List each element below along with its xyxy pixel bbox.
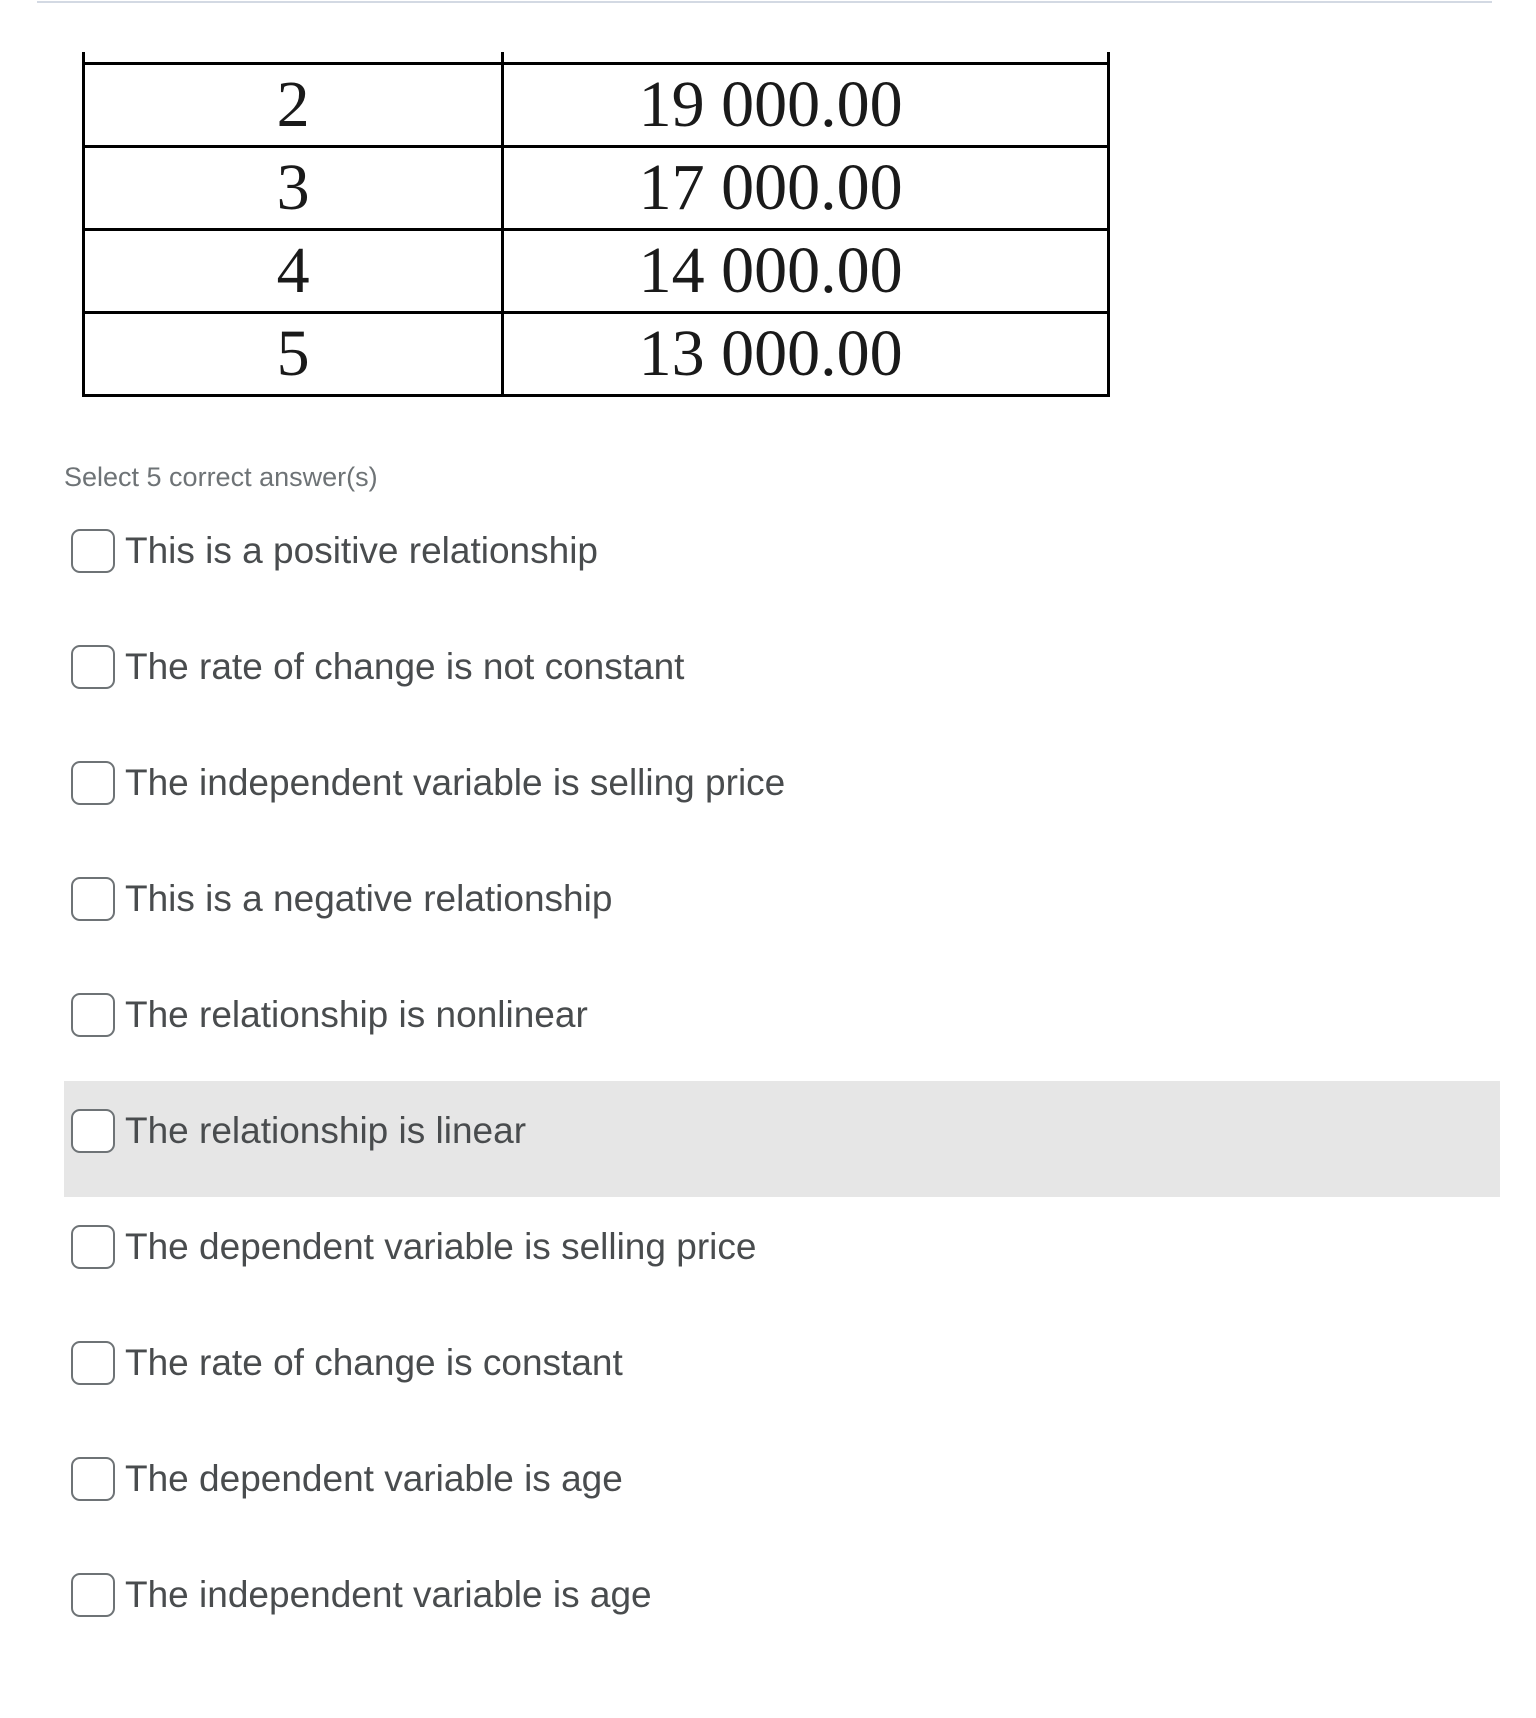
checkbox[interactable] [71,761,115,805]
answer-option-label: The independent variable is age [125,1574,652,1615]
top-divider [37,1,1492,3]
price-cell: 13 000.00 [503,313,1109,396]
answer-option[interactable] [64,617,1500,733]
checkbox[interactable] [71,645,115,689]
price-cell: 19 000.00 [503,64,1109,147]
answer-option-label: This is a negative relationship [125,878,613,919]
checkbox[interactable] [71,993,115,1037]
answer-option[interactable] [64,1545,1500,1661]
table-row [84,147,1109,230]
table-row [84,230,1109,313]
answer-option[interactable] [64,1429,1500,1545]
answer-option-label: The dependent variable is age [125,1458,623,1499]
answer-options-list [64,501,1500,1661]
answer-option-hovered[interactable] [64,1081,1500,1197]
answer-option-label: The relationship is nonlinear [125,994,588,1035]
answer-option[interactable] [64,965,1500,1081]
table-row [84,64,1109,147]
age-cell: 3 [84,147,503,230]
answer-option-label: The independent variable is selling price [125,762,786,803]
answer-option-label: This is a positive relationship [125,530,598,571]
checkbox[interactable] [71,529,115,573]
answer-option[interactable] [64,1313,1500,1429]
age-cell: 5 [84,313,503,396]
answer-option[interactable] [64,501,1500,617]
data-table-image [82,52,1110,397]
answer-option-label: The dependent variable is selling price [125,1226,757,1267]
age-cell: 4 [84,230,503,313]
answer-option-label: The rate of change is constant [125,1342,623,1383]
checkbox[interactable] [71,1341,115,1385]
price-cell: 14 000.00 [503,230,1109,313]
answer-option-label: The relationship is linear [125,1110,527,1151]
answer-option[interactable] [64,1197,1500,1313]
checkbox[interactable] [71,1109,115,1153]
checkbox[interactable] [71,877,115,921]
table-row [84,313,1109,396]
answer-option[interactable] [64,733,1500,849]
table-row-cut [84,52,1109,64]
price-cell: 17 000.00 [503,147,1109,230]
checkbox[interactable] [71,1225,115,1269]
age-price-table [82,52,1110,397]
answer-option[interactable] [64,849,1500,965]
answer-option-label: The rate of change is not constant [125,646,685,687]
age-cell: 2 [84,64,503,147]
question-instruction: Select 5 correct answer(s) [64,462,378,492]
checkbox[interactable] [71,1573,115,1617]
checkbox[interactable] [71,1457,115,1501]
